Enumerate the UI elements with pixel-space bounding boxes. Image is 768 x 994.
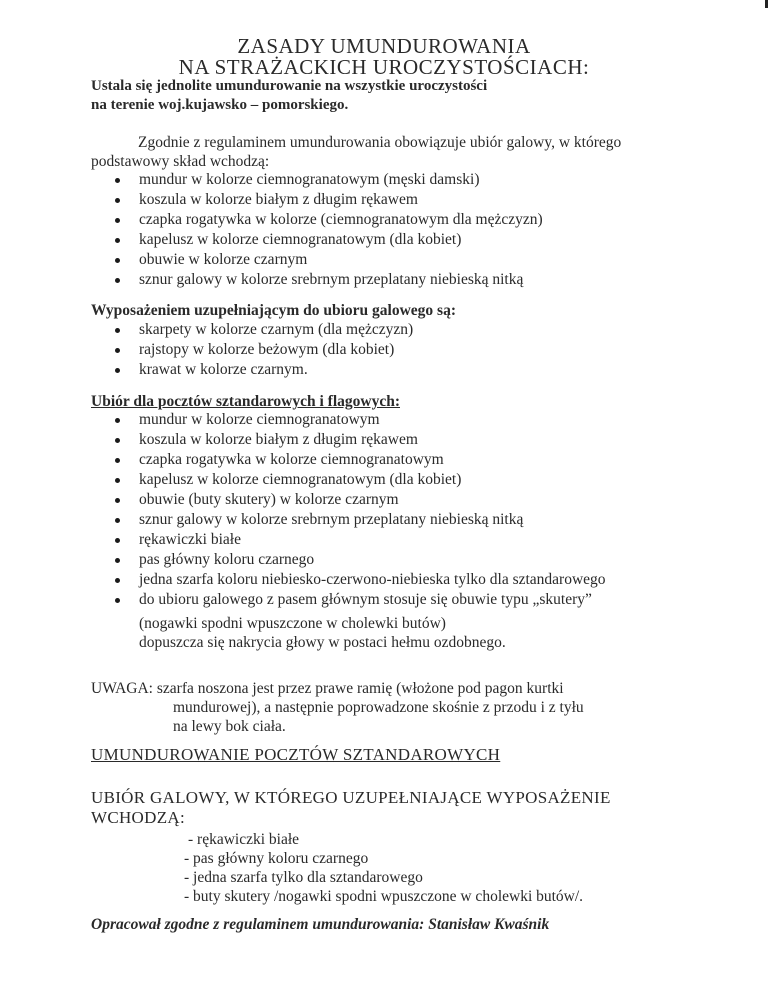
list-item: pas główny koloru czarnego bbox=[114, 550, 606, 570]
section2-heading: UMUNDUROWANIE POCZTÓW SZTANDAROWYCH bbox=[91, 745, 501, 764]
list-item: kapelusz w kolorze ciemnogranatowym (dla kobiet) bbox=[114, 470, 606, 490]
author-footer: Opracował zgodne z regulaminem umundurowania: Stanisław Kwaśnik bbox=[91, 916, 550, 933]
subtitle-line2: na terenie woj.kujawsko – pomorskiego. bbox=[91, 97, 349, 113]
list-item: obuwie w kolorze czarnym bbox=[114, 250, 543, 270]
section2-item: - buty skutery /nogawki spodni wpuszczone w cholewki butów/. bbox=[184, 888, 584, 905]
note-line3: na lewy bok ciała. bbox=[173, 718, 286, 735]
subtitle-line1: Ustala się jednolite umundurowanie na wszystkie uroczystości bbox=[91, 78, 488, 94]
poczty-continuation-1: (nogawki spodni wpuszczone w cholewki butów) bbox=[139, 615, 446, 632]
document-title-line2: NA STRAŻACKICH UROCZYSTOŚCIACH: bbox=[178, 55, 590, 79]
list-item: jedna szarfa koloru niebiesko-czerwono-niebieska tylko dla sztandarowego bbox=[114, 570, 606, 590]
poczty-continuation-2: dopuszcza się nakrycia głowy w postaci hełmu ozdobnego. bbox=[139, 634, 506, 651]
section2-item: - rękawiczki białe bbox=[188, 831, 300, 848]
list-item: koszula w kolorze białym z długim rękawem bbox=[114, 190, 543, 210]
extra-equipment-list bbox=[114, 320, 413, 380]
poczty-uniform-list bbox=[114, 410, 606, 610]
list-item: czapka rogatywka w kolorze ciemnogranatowym bbox=[114, 450, 606, 470]
note-line2: mundurowej), a następnie poprowadzone skośnie z przodu i z tyłu bbox=[173, 699, 584, 716]
list-item: sznur galowy w kolorze srebrnym przeplatany niebieską nitką bbox=[114, 510, 606, 530]
list-item: obuwie (buty skutery) w kolorze czarnym bbox=[114, 490, 606, 510]
list-item: mundur w kolorze ciemnogranatowym (męski damski) bbox=[114, 170, 543, 190]
list-item: mundur w kolorze ciemnogranatowym bbox=[114, 410, 606, 430]
list-item: kapelusz w kolorze ciemnogranatowym (dla kobiet) bbox=[114, 230, 543, 250]
section2-item: - pas główny koloru czarnego bbox=[184, 850, 369, 867]
list-item: skarpety w kolorze czarnym (dla mężczyzn) bbox=[114, 320, 413, 340]
list-item: do ubioru galowego z pasem głównym stosuje się obuwie typu „skutery” bbox=[114, 590, 606, 610]
poczty-heading: Ubiór dla pocztów sztandarowych i flagowych: bbox=[91, 393, 400, 410]
document-title-line1: ZASADY UMUNDUROWANIA bbox=[237, 34, 531, 58]
section2-subheading-line1: UBIÓR GALOWY, W KTÓREGO UZUPEŁNIAJĄCE WYPOSAŻENIE bbox=[91, 788, 611, 807]
section2-item: - jedna szarfa tylko dla sztandarowego bbox=[184, 869, 423, 886]
extra-equipment-heading: Wyposażeniem uzupełniającym do ubioru galowego są: bbox=[91, 302, 456, 319]
list-item: sznur galowy w kolorze srebrnym przeplatany niebieską nitką bbox=[114, 270, 543, 290]
intro-line1: Zgodnie z regulaminem umundurowania obowiązuje ubiór galowy, w którego bbox=[138, 134, 622, 151]
list-item: koszula w kolorze białym z długim rękawem bbox=[114, 430, 606, 450]
intro-line2: podstawowy skład wchodzą: bbox=[91, 153, 270, 170]
basic-uniform-list bbox=[114, 170, 543, 290]
list-item: rajstopy w kolorze beżowym (dla kobiet) bbox=[114, 340, 413, 360]
section2-subheading-line2: WCHODZĄ: bbox=[91, 808, 185, 827]
list-item: krawat w kolorze czarnym. bbox=[114, 360, 413, 380]
list-item: rękawiczki białe bbox=[114, 530, 606, 550]
list-item: czapka rogatywka w kolorze (ciemnogranatowym dla mężczyzn) bbox=[114, 210, 543, 230]
note-line1: UWAGA: szarfa noszona jest przez prawe ramię (włożone pod pagon kurtki bbox=[91, 680, 564, 697]
